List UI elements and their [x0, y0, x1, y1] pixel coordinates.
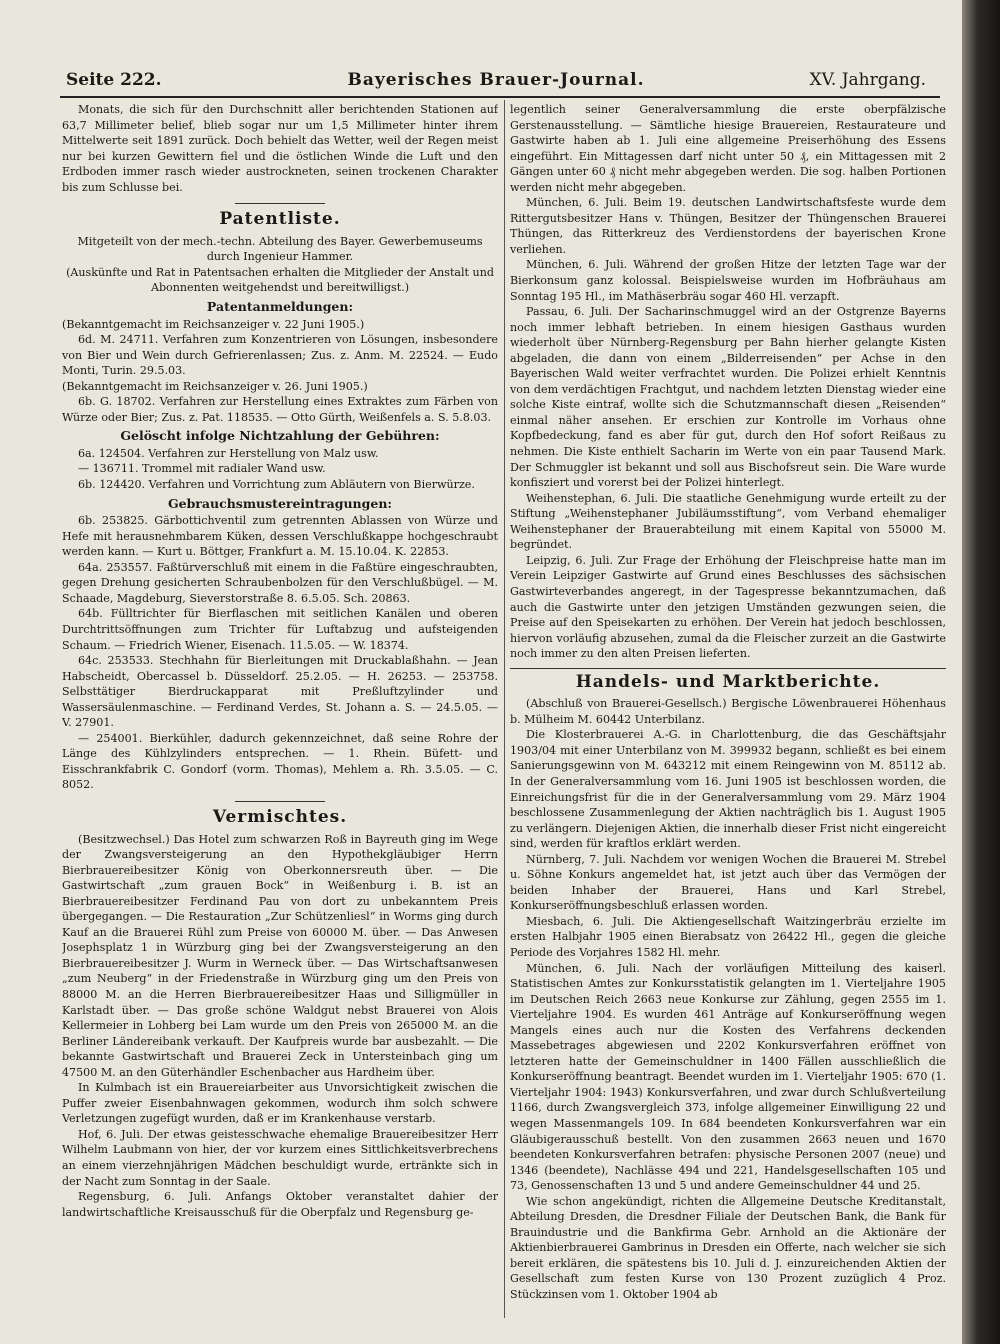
- announcement-line: (Bekanntgemacht im Reichsanzeiger v. 26. Juni 1905.): [62, 379, 368, 393]
- page-header: [66, 66, 926, 96]
- report-paragraph: Wie schon angekündigt, richten die Allgemeine Deutsche Kreditanstalt, Abteilung Dresden, die Dresdner Filiale der Deutschen Bank, die Bank für Brauindustrie und die Bankfirma Gebr. Arnhold an die Aktionäre der Aktienbierbrauerei Gambrinus in Dresden ein Offerte, nach welcher sie sich bereit erklären, die spätestens bis 10. Juli d. J. einzureichenden Aktien der Gesellschaft zum festen Kurse von 130 Prozent zuzüglich 4 Proz. Stückzinsen vom 1. Oktober 1904 ab: [510, 1194, 946, 1302]
- utility-model-entry: 64c. 253533. Stechhahn für Bierleitungen mit Druckablaßhahn. — Jean Habscheidt, Obercassel b. Düsseldorf. 25.2.05. — H. 26253. — 253758. Selbsttätiger Bierdruckapparat mit Preßluftzylinder und Wassersäulenmaschine. — Ferdinand Verdes, St. Johann a. S. — 24.5.05. — V. 27901.: [62, 654, 498, 730]
- utility-model-entry: 64a. 253557. Faßtürverschluß mit einem in die Faßtüre eingeschraubten, gegen Drehung gesicherten Schraubenbolzen für den Verschlußbügel. — M. Schaade, Magdeburg, Sieverstorstraße 8. 6.5.05. Sch. 20863.: [62, 560, 498, 605]
- volume-label: XV. Jahrgang.: [809, 70, 926, 90]
- news-paragraph: legentlich seiner Generalversammlung die erste oberpfälzische Gerstenausstellung. — Sämtliche hiesige Brauereien, Restaurateure und Gastwirte haben ab 1. Juli eine allgemeine Preiserhöhung des Essens eingeführt. Ein Mittagessen darf nicht unter 50 ₰, ein Mittagessen mit 2 Gängen unter 60 ₰ nicht mehr abgegeben werden. Die sog. halben Portionen werden nicht mehr abgegeben.: [510, 103, 946, 194]
- news-paragraph: Regensburg, 6. Juli. Anfangs Oktober veranstaltet dahier der landwirtschaftliche Kreisausschuß für die Oberpfalz und Regensburg ge-: [62, 1190, 498, 1219]
- patent-entry: 6b. G. 18702. Verfahren zur Herstellung eines Extraktes zum Färben von Würze oder Bier; Zus. z. Pat. 118535. — Otto Gürth, Weißenfels a. S. 5.8.03.: [62, 395, 498, 424]
- patent-entry: 6a. 124504. Verfahren zur Herstellung von Malz usw.: [78, 446, 379, 460]
- page-number: Seite 222.: [66, 70, 162, 90]
- report-paragraph: Nürnberg, 7. Juli. Nachdem vor wenigen Wochen die Brauerei M. Strebel u. Söhne Konkurs angemeldet hat, ist jetzt auch über das Vermögen der beiden Inhaber der Brauerei, Hans und Karl Strebel, Konkurseröffnungsbeschluß erlassen worden.: [510, 852, 946, 913]
- left-column: [62, 102, 498, 1302]
- news-paragraph: Hof, 6. Juli. Der etwas geistesschwache ehemalige Brauereibesitzer Herr Wilhelm Laubmann von hier, der vor kurzem eines Sittlichkeitsverbrechens an einem vierzehnjährigen Mädchen beschuldigt wurde, ertränkte sich in der Nacht zum Sonntag in der Saale.: [62, 1127, 498, 1188]
- utility-model-entry: 6b. 253825. Gärbottichventil zum getrennten Ablassen von Würze und Hefe mit herausnehmbarem Küken, dessen Verschlußkappe hochgeschraubt werden kann. — Kurt u. Böttger, Frankfurt a. M. 15.10.04. K. 22853.: [62, 514, 498, 559]
- news-paragraph: München, 6. Juli. Beim 19. deutschen Landwirtschaftsfeste wurde dem Rittergutsbesitzer Hans v. Thüngen, Besitzer der Thüngenschen Brauerei Thüngen, das Ritterkreuz des Verdienstordens der bayerischen Krone verliehen.: [510, 196, 946, 256]
- patent-list-heading: Patentliste.: [219, 209, 341, 230]
- miscellaneous-heading: Vermischtes.: [212, 806, 348, 827]
- patent-source: Mitgeteilt von der mech.-techn. Abteilung des Bayer. Gewerbemuseums durch Ingenieur Hammer.: [77, 234, 483, 264]
- weather-paragraph: Monats, die sich für den Durchschnitt aller berichtenden Stationen auf 63,7 Millimeter belief, blieb sogar nur um 1,5 Millimeter hinter ihrem Mittelwerte seit 1891 zurück. Doch behielt das Wetter, weil der Regen meist nur bei kurzen Gewittern fiel und die östlichen Winde die Luft und den Erdboden immer rasch wieder austrockneten, seinen trockenen Charakter bis zum Schlusse bei.: [62, 103, 498, 194]
- utility-model-entry: 64b. Fülltrichter für Bierflaschen mit seitlichen Kanälen und oberen Durchtrittsöffnungen zum Trichter für Luftabzug und aufsteigenden Schaum. — Friedrich Wiener, Eisenach. 11.5.05. — W. 18374.: [62, 607, 498, 652]
- utility-model-entry: — 254001. Bierkühler, dadurch gekennzeichnet, daß seine Rohre der Länge des Kühlzylinders entsprechen. — 1. Rhein. Büfett- und Eisschrankfabrik C. Gondorf (vorm. Thomas), Mehlem a. Rh. 3.5.05. — C. 8052.: [62, 731, 498, 792]
- report-paragraph: Miesbach, 6. Juli. Die Aktiengesellschaft Waitzingerbräu erzielte im ersten Halbjahr 1905 einen Bierabsatz von 26422 Hl., gegen die gleiche Periode des Vorjahres 1582 Hl. mehr.: [510, 914, 946, 959]
- patent-entry: 6b. 124420. Verfahren und Vorrichtung zum Abläutern von Bierwürze.: [78, 478, 475, 492]
- news-paragraph: Passau, 6. Juli. Der Sacharinschmuggel wird an der Ostgrenze Bayerns noch immer lebhaft betrieben. In einem hiesigen Gasthaus wurden wiederholt über Nürnberg-Regensburg per Bahn hierher gelangte Kisten abgeladen, die dann von einem „Bilderreisenden“ per Achse in den Bayerischen Wald weiter verfrachtet wurden. Die Polizei erhielt Kenntnis von dem verdächtigen Frachtgut, und nachdem letzten Dienstag wieder eine solche Kiste eintraf, wollte sich die Schutzmannschaft diesen „Reisenden“ einmal näher ansehen. Er erschien zur Kontrolle im Vorhaus ohne Kopfbedeckung, fand es aber für gut, durch den Hof sofort Reißaus zu nehmen. Die Kiste enthielt Sacharin im Werte von ein paar Tausend Mark. Der Schmuggler ist bekannt und soll aus Bischofsreut sein. Die Ware wurde konfisziert und vorerst bei der Polizei hinterlegt.: [510, 305, 946, 490]
- trade-reports-heading: Handels- und Marktberichte.: [575, 671, 881, 692]
- report-paragraph: (Abschluß von Brauerei-Gesellsch.) Bergische Löwenbrauerei Höhenhaus b. Mülheim M. 60442 Unterbilanz.: [510, 697, 946, 726]
- column-divider: [504, 100, 505, 1318]
- report-paragraph: München, 6. Juli. Nach der vorläufigen Mitteilung des kaiserl. Statistischen Amtes zur Konkursstatistik gelangten im 1. Vierteljahre 1905 im Deutschen Reich 2663 neue Konkurse zur Zählung, gegen 2555 im 1. Vierteljahre 1904. Es wurden 461 Anträge auf Konkurseröffnung wegen Mangels eines auch nur die Kosten des Verfahrens deckenden Massebetrages abgewiesen und 2202 Konkursverfahren eröffnet von letzteren hatte der Gemeinschuldner in 1400 Fällen ausschließlich die Konkurseröffnung beantragt. Beendet wurden im 1. Vierteljahr 1905: 670 (1. Vierteljahr 1904: 1943) Konkursverfahren, und zwar durch Schlußverteilung 1166, durch Zwangsvergleich 373, infolge allgemeiner Einwilligung 22 und wegen Massenmangels 109. In 684 beendeten Konkursverfahren war ein Gläubigerausschuß bestellt. Von den zusammen 2663 neuen und 1670 beendeten Konkursverfahren betrafen: physische Personen 2007 (neue) und 1346 (beendete), Nachlässe 494 und 221, Handelsgesellschaften 105 und 73, Genossenschaften 13 und 5 und andere Gemeinschuldner 44 und 25.: [510, 961, 946, 1193]
- patent-entry: 6d. M. 24711. Verfahren zum Konzentrieren von Lösungen, insbesondere von Bier und Wein durch Gefrierenlassen; Zus. z. Anm. M. 22524. — Eudo Monti, Turin. 29.5.03.: [62, 333, 498, 378]
- report-paragraph: Die Klosterbrauerei A.-G. in Charlottenburg, die das Geschäftsjahr 1903/04 mit einer Unterbilanz von M. 399932 begann, schließt es bei einem Sanierungsgewinn von M. 643212 mit einem Reingewinn von M. 85112 ab. In der Generalversammlung vom 16. Juni 1905 ist beschlossen worden, die Einreichungsfrist für die in der Generalversammlung vom 29. März 1904 beschlossene Zusammenlegung der Aktien nachträglich bis 1. August 1905 zu verlängern. Diejenigen Aktien, die innerhalb dieser Frist nicht eingereicht sind, werden für kraftlos erklärt werden.: [510, 728, 946, 851]
- deleted-patents-heading: Gelöscht infolge Nichtzahlung der Gebühren:: [120, 428, 440, 444]
- right-column: [510, 102, 946, 1302]
- patent-note: (Auskünfte und Rat in Patentsachen erhalten die Mitglieder der Anstalt und Abonnenten weitgehendst und bereitwilligst.): [66, 265, 494, 295]
- section-divider: [235, 203, 325, 204]
- section-divider: [235, 801, 325, 802]
- journal-title: Bayerisches Brauer-Journal.: [347, 70, 645, 90]
- utility-models-heading: Gebrauchsmustereintragungen:: [167, 495, 393, 511]
- news-paragraph: Weihenstephan, 6. Juli. Die staatliche Genehmigung wurde erteilt zu der Stiftung „Weihenstephaner Jubiläumsstiftung“, vom Verband ehemaliger Weihenstephaner der Brauerabteilung mit einem Kapital von 55000 M. begründet.: [510, 491, 946, 552]
- news-paragraph: In Kulmbach ist ein Brauereiarbeiter aus Unvorsichtigkeit zwischen die Puffer zweier Eisenbahnwagen gekommen, wodurch ihm solch schwere Verletzungen zugefügt wurden, daß er im Krankenhause verstarb.: [62, 1081, 498, 1126]
- news-paragraph: Leipzig, 6. Juli. Zur Frage der Erhöhung der Fleischpreise hatte man im Verein Leipziger Gastwirte auf Grund eines Beschlusses des sächsischen Gastwirteverbandes angeregt, in der Tagespresse bekanntzumachen, daß auch die Gastwirte unter den jetzigen Umständen gezwungen seien, die Preise auf den Speisekarten zu erhöhen. Der Verein hat jedoch beschlossen, hiervon vorläufig abzusehen, zumal da die Fleischer zurzeit an die Gastwirte noch immer zu den alten Preisen lieferten.: [510, 553, 946, 661]
- section-rule: [510, 668, 946, 669]
- scan-binding-edge: [962, 0, 1000, 1344]
- patent-entry: — 136711. Trommel mit radialer Wand usw.: [78, 462, 326, 476]
- patent-applications-heading: Patentanmeldungen:: [206, 299, 354, 315]
- header-rule: [60, 96, 940, 98]
- announcement-line: (Bekanntgemacht im Reichsanzeiger v. 22 Juni 1905.): [62, 317, 365, 331]
- news-paragraph: (Besitzwechsel.) Das Hotel zum schwarzen Roß in Bayreuth ging im Wege der Zwangsversteigerung an den Hypothekgläubiger Herrn Bierbrauereibesitzer König von Oberkonnersreuth über. — Die Gastwirtschaft „zum grauen Bock“ in Weißenburg i. B. ist an Bierbrauereibesitzer Ferdinand Pau von dort zu unbekanntem Preis übergegangen. — Die Restauration „Zur Schützenliesl“ in Worms ging durch Kauf an die Brauerei Rühl zum Preise von 60000 M. über. — Das Anwesen Josephsplatz 1 in Würzburg ging bei der Zwangsversteigerung an den Bierbrauereibesitzer J. Wurm in Werneck über. — Das Wirtschaftsanwesen „zum Neuberg“ in der Friedenstraße in Würzburg ging um den Preis von 88000 M. an die Herren Bierbrauereibesitzer Haas und Silligmüller in Karlstadt über. — Das große schöne Waldgut nebst Brauerei von Alois Kellermeier in Lohberg bei Lam wurde um den Preis von 265000 M. an die Berliner Ländereibank verkauft. Der Kaufpreis wurde bar ausbezahlt. — Die bekannte Gastwirtschaft und Brauerei Zeck in Untersteinbach ging um 47500 M. an den Güterhändler Eschenbacher aus Hardheim über.: [62, 832, 498, 1079]
- news-paragraph: München, 6. Juli. Während der großen Hitze der letzten Tage war der Bierkonsum ganz kolossal. Beispielsweise wurden im Hofbräuhaus am Sonntag 195 Hl., im Mathäserbräu sogar 460 Hl. verzapft.: [510, 258, 946, 303]
